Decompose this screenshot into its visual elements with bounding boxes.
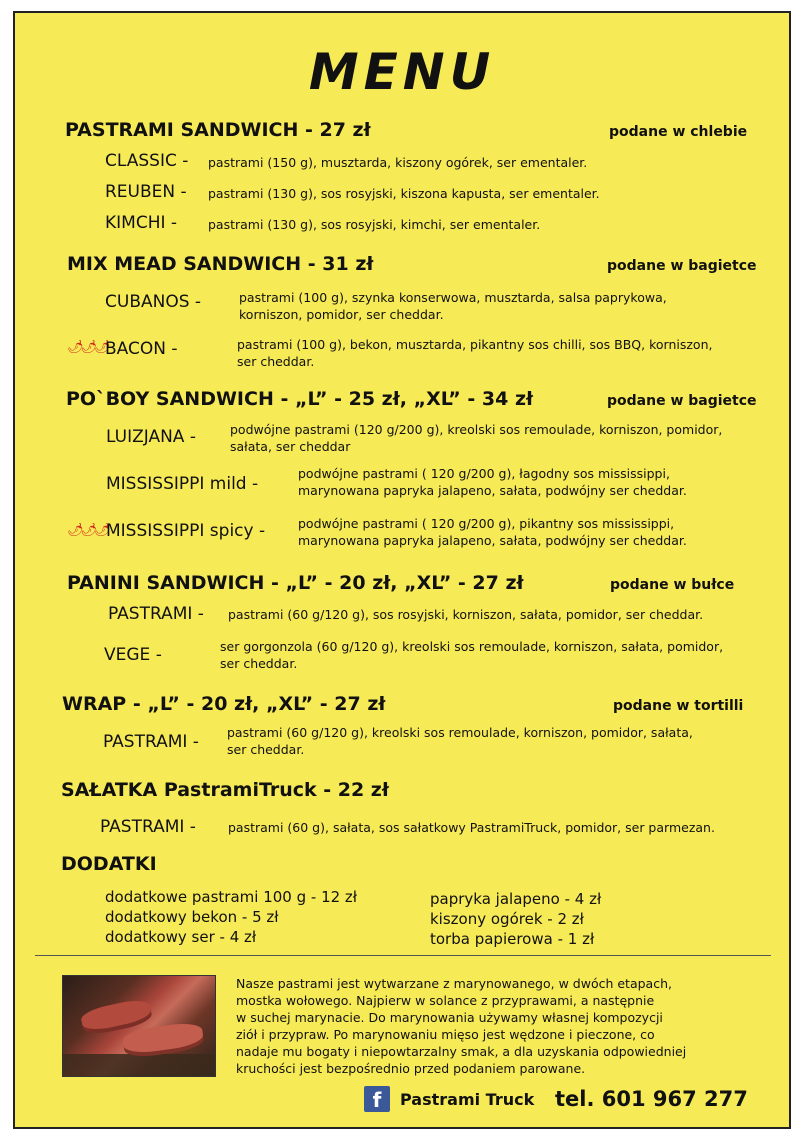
section-heading-panini: PANINI SANDWICH - „L” - 20 zł, „XL” - 27 zł	[67, 572, 524, 594]
about-line: nadaje mu bogaty i niepowtarzalny smak, a dla uzyskania odpowiedniej	[236, 1044, 687, 1059]
item-name-panini-pastrami: PASTRAMI -	[108, 604, 204, 624]
item-desc-wrap-pastrami-line1: pastrami (60 g/120 g), kreolski sos remoulade, korniszon, pomidor, sałata,	[227, 725, 693, 740]
item-desc-mississippi-mild-line2: marynowana papryka jalapeno, sałata, podwójny ser cheddar.	[298, 483, 687, 498]
section-heading-pastrami: PASTRAMI SANDWICH - 27 zł	[65, 119, 371, 141]
brand-name: Pastrami Truck	[400, 1090, 535, 1109]
chili-peppers-icon: 🌶🌶🌶	[67, 523, 108, 538]
serving-note-wrap: podane w tortilli	[613, 698, 744, 714]
item-desc-luizjana-line2: sałata, ser cheddar	[230, 439, 351, 454]
section-heading-wrap: WRAP - „L” - 20 zł, „XL” - 27 zł	[62, 693, 386, 715]
item-name-bacon: BACON -	[105, 339, 178, 359]
item-name-mississippi-spicy: MISSISSIPPI spicy -	[106, 521, 266, 541]
phone-number[interactable]: tel. 601 967 277	[555, 1087, 748, 1111]
section-heading-mixmead: MIX MEAD SANDWICH - 31 zł	[67, 253, 374, 275]
divider	[35, 955, 771, 956]
about-line: ziół i przypraw. Po marynowaniu mięso jest wędzone i pieczone, co	[236, 1027, 655, 1042]
menu-page	[13, 11, 791, 1129]
item-desc-mississippi-mild-line1: podwójne pastrami ( 120 g/200 g), łagodny sos mississippi,	[298, 466, 670, 481]
about-line: kruchości jest bezpośrednio przed podaniem parowane.	[236, 1061, 586, 1076]
item-name-classic: CLASSIC -	[105, 151, 189, 171]
item-name-kimchi: KIMCHI -	[105, 213, 178, 233]
item-desc-panini-pastrami: pastrami (60 g/120 g), sos rosyjski, korniszon, sałata, pomidor, ser cheddar.	[228, 607, 704, 622]
serving-note-panini: podane w bułce	[610, 577, 735, 593]
extra-item: papryka jalapeno - 4 zł	[430, 890, 602, 908]
item-desc-cubanos-line1: pastrami (100 g), szynka konserwowa, musztarda, salsa paprykowa,	[239, 290, 667, 305]
extra-item: dodatkowe pastrami 100 g - 12 zł	[105, 888, 358, 906]
item-desc-luizjana-line1: podwójne pastrami (120 g/200 g), kreolski sos remoulade, korniszon, pomidor,	[230, 422, 723, 437]
serving-note-mixmead: podane w bagietce	[607, 258, 757, 274]
item-desc-vege-line1: ser gorgonzola (60 g/120 g), kreolski sos remoulade, korniszon, sałata, pomidor,	[220, 639, 724, 654]
extra-item: dodatkowy bekon - 5 zł	[105, 908, 279, 926]
item-desc-bacon-line2: ser cheddar.	[237, 354, 315, 369]
item-name-mississippi-mild: MISSISSIPPI mild -	[106, 474, 259, 494]
menu-title: MENU	[308, 43, 496, 101]
item-desc-bacon-line1: pastrami (100 g), bekon, musztarda, pikantny sos chilli, sos BBQ, korniszon,	[237, 337, 713, 352]
item-desc-kimchi: pastrami (130 g), sos rosyjski, kimchi, ser ementaler.	[208, 217, 541, 232]
item-name-reuben: REUBEN -	[105, 182, 187, 202]
chili-peppers-icon: 🌶🌶🌶	[67, 340, 108, 355]
serving-note-pastrami: podane w chlebie	[609, 124, 748, 140]
item-name-cubanos: CUBANOS -	[105, 292, 202, 312]
extra-item: kiszony ogórek - 2 zł	[430, 910, 584, 928]
extra-item: torba papierowa - 1 zł	[430, 930, 595, 948]
section-heading-salad: SAŁATKA PastramiTruck - 22 zł	[61, 779, 389, 801]
item-desc-cubanos-line2: korniszon, pomidor, ser cheddar.	[239, 307, 444, 322]
item-desc-mississippi-spicy-line1: podwójne pastrami ( 120 g/200 g), pikantny sos mississippi,	[298, 516, 675, 531]
item-desc-reuben: pastrami (130 g), sos rosyjski, kiszona kapusta, ser ementaler.	[208, 186, 600, 201]
about-line: mostka wołowego. Najpierw w solance z przyprawami, a następnie	[236, 993, 655, 1008]
facebook-icon[interactable]: f	[364, 1086, 390, 1112]
item-desc-vege-line2: ser cheddar.	[220, 656, 298, 671]
item-name-wrap-pastrami: PASTRAMI -	[103, 732, 199, 752]
item-name-vege: VEGE -	[104, 645, 162, 665]
extra-item: dodatkowy ser - 4 zł	[105, 928, 257, 946]
about-line: Nasze pastrami jest wytwarzane z marynowanego, w dwóch etapach,	[236, 976, 672, 991]
item-desc-salad-pastrami: pastrami (60 g), sałata, sos sałatkowy PastramiTruck, pomidor, ser parmezan.	[228, 820, 715, 835]
item-name-salad-pastrami: PASTRAMI -	[100, 817, 196, 837]
item-desc-mississippi-spicy-line2: marynowana papryka jalapeno, sałata, podwójny ser cheddar.	[298, 533, 687, 548]
item-desc-classic: pastrami (150 g), musztarda, kiszony ogórek, ser ementaler.	[208, 155, 588, 170]
item-name-luizjana: LUIZJANA -	[106, 427, 196, 447]
about-line: w suchej marynacie. Do marynowania używamy własnej kompozycji	[236, 1010, 663, 1025]
section-heading-poboy: PO`BOY SANDWICH - „L” - 25 zł, „XL” - 34 zł	[66, 388, 534, 410]
item-desc-wrap-pastrami-line2: ser cheddar.	[227, 742, 305, 757]
section-heading-extras: DODATKI	[61, 853, 157, 875]
serving-note-poboy: podane w bagietce	[607, 393, 757, 409]
pastrami-photo	[62, 975, 216, 1077]
